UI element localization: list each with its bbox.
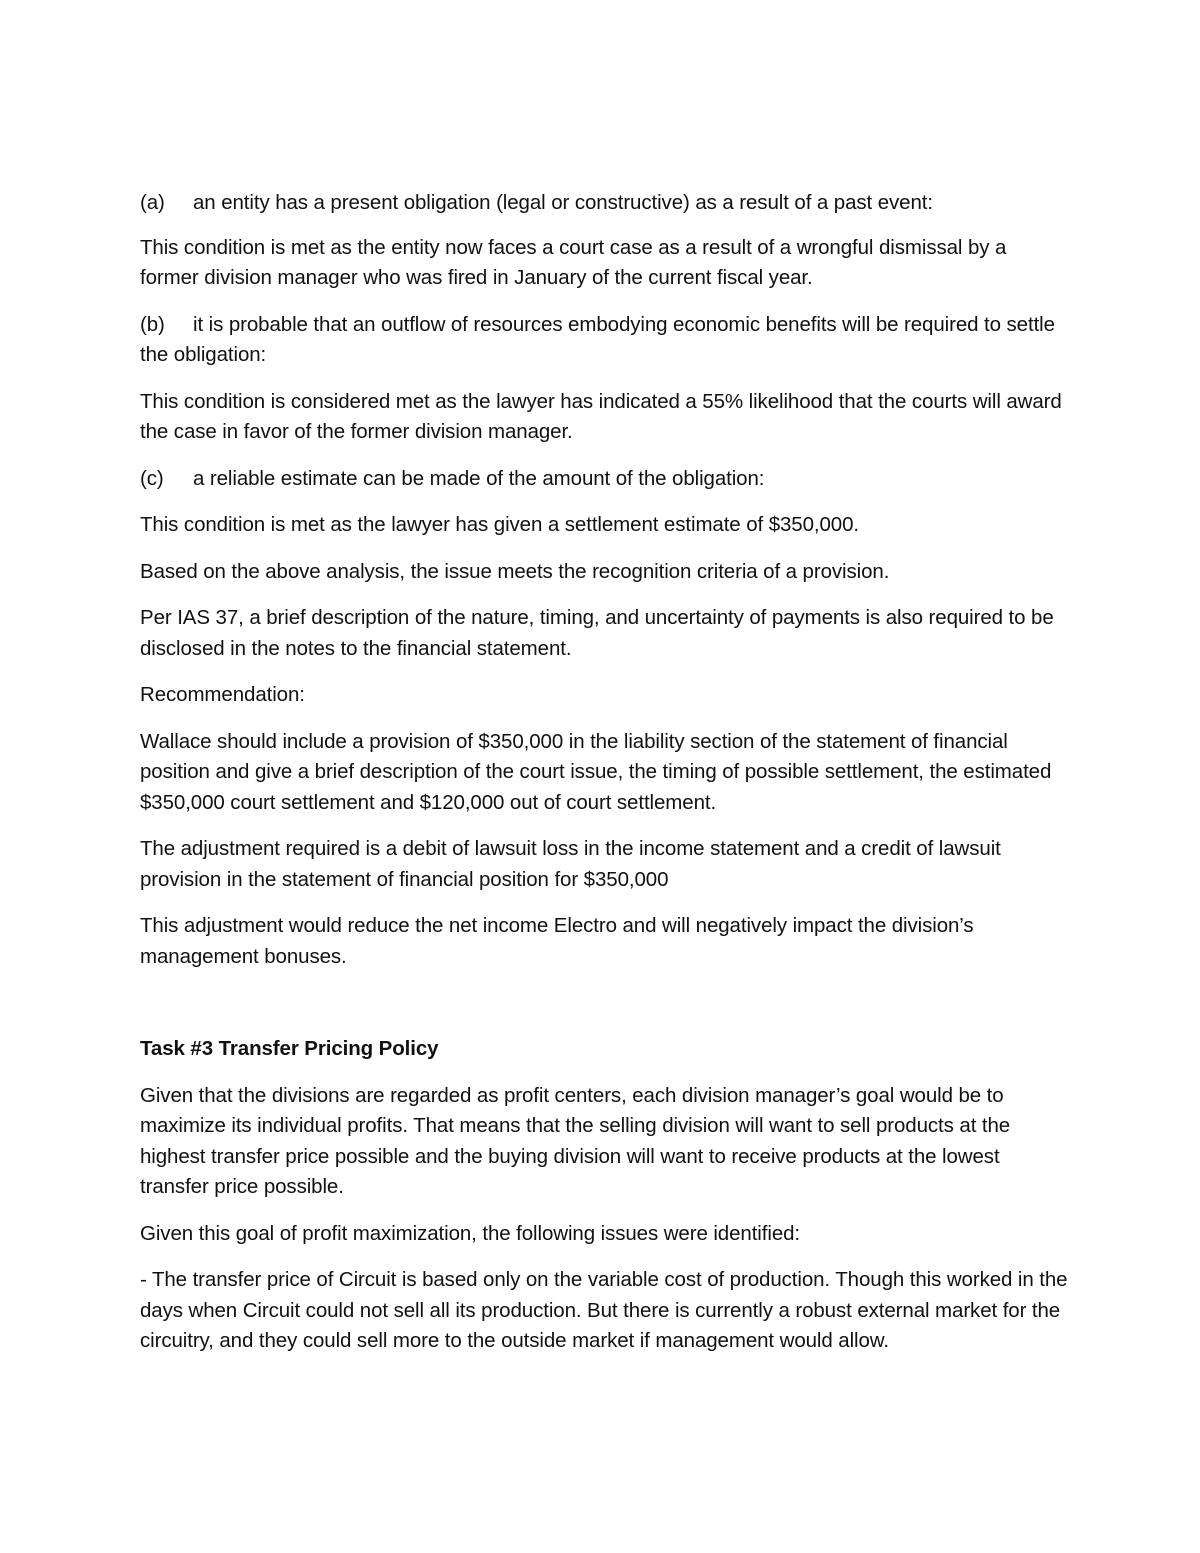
criterion-c	[140, 464, 1070, 495]
criterion-b	[140, 310, 1070, 371]
criterion-a-text: an entity has a present obligation (legal or constructive) as a result of a past event:	[193, 191, 933, 214]
criterion-b-text	[140, 310, 1070, 371]
paragraph-task3-goal: Given this goal of profit maximization, the following issues were identified:	[140, 1221, 801, 1245]
criterion-a	[140, 188, 1070, 219]
paragraph-task3-intro: Given that the divisions are regarded as profit centers, each division manager’s goal would be to maximize its individual profits. That means that the selling division will want to sell products at the highest transfer price possible and the buying division will want to receive products at the lowest transfer price possible.	[140, 1083, 1011, 1198]
recommendation-label: Recommendation:	[140, 683, 305, 706]
criterion-a-marker: (a)	[140, 191, 165, 214]
paragraph-adjustment: The adjustment required is a debit of lawsuit loss in the income statement and a credit of lawsuit provision in the statement of financial position for $350,000	[140, 837, 1001, 891]
criterion-c-text: a reliable estimate can be made of the amount of the obligation:	[193, 466, 765, 490]
paragraph-analysis-conclusion: Based on the above analysis, the issue meets the recognition criteria of a provision.	[140, 559, 890, 583]
criterion-b-marker: (b)	[140, 312, 165, 336]
paragraph-task3-issue1: - The transfer price of Circuit is based only on the variable cost of production. Though this worked in the days when Circuit could not sell all its production. But there is currently a robust external market for the circuitry, and they could sell more to the outside market if management would allow.	[140, 1268, 1068, 1352]
paragraph-b-analysis: This condition is considered met as the lawyer has indicated a 55% likelihood that the courts will award the case in favor of the former division manager.	[140, 389, 1062, 443]
paragraph-c-analysis: This condition is met as the lawyer has given a settlement estimate of $350,000.	[140, 513, 859, 536]
paragraph-ias37: Per IAS 37, a brief description of the nature, timing, and uncertainty of payments is also required to be disclosed in the notes to the financial statement.	[140, 606, 1054, 660]
paragraph-recommendation: Wallace should include a provision of $350,000 in the liability section of the statement of financial position and give a brief description of the court issue, the timing of possible settlement, the estimated $350,000 court settlement and $120,000 out of court settlement.	[140, 729, 1052, 814]
paragraph-a-analysis: This condition is met as the entity now faces a court case as a result of a wrongful dismissal by a former division manager who was fired in January of the current fiscal year.	[140, 235, 1007, 289]
task3-heading: Task #3 Transfer Pricing Policy	[140, 1037, 439, 1060]
section-spacer	[140, 988, 1070, 1034]
document-page	[140, 188, 1070, 1373]
criterion-b-body: it is probable that an outflow of resources embodying economic benefits will be required to settle the obligation:	[140, 312, 1055, 366]
paragraph-impact: This adjustment would reduce the net income Electro and will negatively impact the division’s management bonuses.	[140, 914, 974, 968]
criterion-c-marker: (c)	[140, 466, 164, 490]
